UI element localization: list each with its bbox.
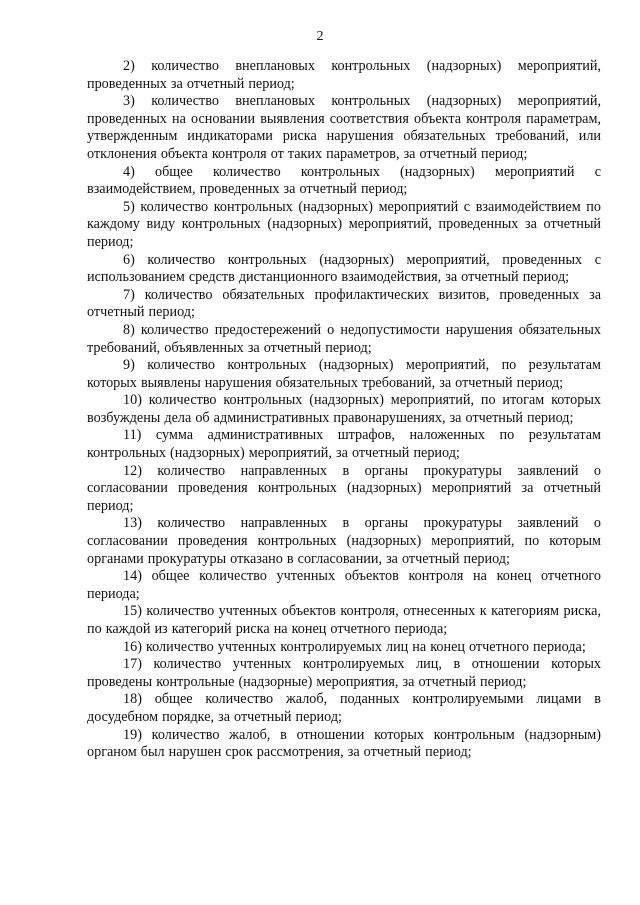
document-body: [87, 58, 601, 762]
list-item: 12) количество направленных в органы прокуратуры заявлений о согласовании проведения контрольных (надзорных) мероприятий за отчетный период;: [87, 462, 601, 514]
list-item: 15) количество учтенных объектов контроля, отнесенных к категориям риска, по каждой из категорий риска на конец отчетного периода;: [87, 603, 601, 637]
list-item: 8) количество предостережений о недопустимости нарушения обязательных требований, объявленных за отчетный период;: [87, 321, 601, 356]
list-item: 2) количество внеплановых контрольных (надзорных) мероприятий, проведенных за отчетный период;: [87, 58, 601, 92]
list-item: 17) количество учтенных контролируемых лиц, в отношении которых проведены контрольные (надзорные) мероприятия, за отчетный период;: [87, 656, 601, 690]
list-item: 3) количество внеплановых контрольных (надзорных) мероприятий, проведенных на основании выявления соответствия объекта контроля параметрам, утвержденным индикаторами риска нарушения обязательных требований, или отклонения объекта контроля от таких параметров, за отчетный период;: [87, 93, 601, 162]
list-item: 16) количество учтенных контролируемых лиц на конец отчетного периода;: [123, 638, 586, 655]
list-item: 6) количество контрольных (надзорных) мероприятий, проведенных с использованием средств дистанционного взаимодействия, за отчетный период;: [87, 251, 601, 286]
list-item: 14) общее количество учтенных объектов контроля на конец отчетного периода;: [87, 568, 601, 602]
page-number: 2: [316, 29, 324, 44]
list-item: 4) общее количество контрольных (надзорных) мероприятий с взаимодействием, проведенных за отчетный период;: [87, 163, 601, 198]
list-item: 18) общее количество жалоб, поданных контролируемыми лицами в досудебном порядке, за отчетный период;: [87, 691, 601, 725]
list-item: 13) количество направленных в органы прокуратуры заявлений о согласовании проведения контрольных (надзорных) мероприятий, по которым органами прокуратуры отказано в согласовании, за отчетный период;: [87, 515, 601, 567]
list-item: 5) количество контрольных (надзорных) мероприятий с взаимодействием по каждому виду контрольных (надзорных) мероприятий, проведенных за отчетный период;: [87, 198, 601, 250]
list-item: 19) количество жалоб, в отношении которых контрольным (надзорным) органом был нарушен срок рассмотрения, за отчетный период;: [87, 726, 601, 761]
list-item: 11) сумма административных штрафов, наложенных по результатам контрольных (надзорных) мероприятий, за отчетный период;: [87, 427, 601, 462]
list-item: 10) количество контрольных (надзорных) мероприятий, по итогам которых возбуждены дела об административных правонарушениях, за отчетный период;: [87, 392, 601, 426]
list-item: 7) количество обязательных профилактических визитов, проведенных за отчетный период;: [87, 286, 601, 321]
list-item: 9) количество контрольных (надзорных) мероприятий, по результатам которых выявлены нарушения обязательных требований, за отчетный период;: [87, 357, 601, 391]
